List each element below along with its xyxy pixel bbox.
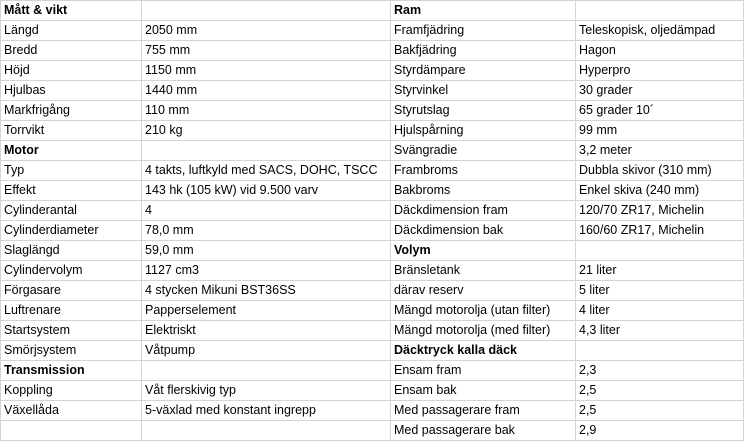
table-cell: Ensam fram bbox=[391, 361, 576, 381]
table-cell: Effekt bbox=[1, 181, 142, 201]
table-cell: Koppling bbox=[1, 381, 142, 401]
table-cell: Frambroms bbox=[391, 161, 576, 181]
table-cell bbox=[576, 241, 744, 261]
table-cell: Våt flerskivig typ bbox=[142, 381, 391, 401]
table-cell: Hjulspårning bbox=[391, 121, 576, 141]
table-cell: 99 mm bbox=[576, 121, 744, 141]
table-cell: Cylinderdiameter bbox=[1, 221, 142, 241]
table-cell: 120/70 ZR17, Michelin bbox=[576, 201, 744, 221]
table-cell: Svängradie bbox=[391, 141, 576, 161]
table-cell bbox=[1, 421, 142, 441]
table-row bbox=[1, 121, 744, 141]
table-cell bbox=[576, 341, 744, 361]
table-row bbox=[1, 1, 744, 21]
table-row bbox=[1, 341, 744, 361]
table-row bbox=[1, 61, 744, 81]
table-cell bbox=[142, 421, 391, 441]
table-cell: 21 liter bbox=[576, 261, 744, 281]
table-cell: Växellåda bbox=[1, 401, 142, 421]
table-cell: Hagon bbox=[576, 41, 744, 61]
table-cell: Med passagerare fram bbox=[391, 401, 576, 421]
table-cell: 4 liter bbox=[576, 301, 744, 321]
table-cell: Mängd motorolja (med filter) bbox=[391, 321, 576, 341]
table-row bbox=[1, 161, 744, 181]
section-heading: Ram bbox=[391, 1, 576, 21]
table-row bbox=[1, 201, 744, 221]
table-cell: Däckdimension bak bbox=[391, 221, 576, 241]
section-heading: Motor bbox=[1, 141, 142, 161]
table-cell: 2,5 bbox=[576, 381, 744, 401]
table-cell bbox=[142, 1, 391, 21]
table-cell: 65 grader 10´ bbox=[576, 101, 744, 121]
table-row bbox=[1, 401, 744, 421]
table-row bbox=[1, 301, 744, 321]
table-cell: Hyperpro bbox=[576, 61, 744, 81]
table-row bbox=[1, 221, 744, 241]
table-cell: Däckdimension fram bbox=[391, 201, 576, 221]
table-cell: 78,0 mm bbox=[142, 221, 391, 241]
table-row bbox=[1, 81, 744, 101]
table-cell: Höjd bbox=[1, 61, 142, 81]
table-cell: 4 bbox=[142, 201, 391, 221]
table-row bbox=[1, 281, 744, 301]
table-cell: Cylinderantal bbox=[1, 201, 142, 221]
table-cell: Enkel skiva (240 mm) bbox=[576, 181, 744, 201]
section-heading: Mått & vikt bbox=[1, 1, 142, 21]
table-cell: 2,9 bbox=[576, 421, 744, 441]
table-cell: Cylindervolym bbox=[1, 261, 142, 281]
table-cell: 4 stycken Mikuni BST36SS bbox=[142, 281, 391, 301]
table-row bbox=[1, 21, 744, 41]
table-cell: 1150 mm bbox=[142, 61, 391, 81]
table-cell: Typ bbox=[1, 161, 142, 181]
table-row bbox=[1, 241, 744, 261]
table-cell: Hjulbas bbox=[1, 81, 142, 101]
table-row bbox=[1, 321, 744, 341]
table-cell: Dubbla skivor (310 mm) bbox=[576, 161, 744, 181]
table-cell: Förgasare bbox=[1, 281, 142, 301]
table-cell: Styrutslag bbox=[391, 101, 576, 121]
table-cell: Elektriskt bbox=[142, 321, 391, 341]
spec-table-body bbox=[1, 1, 744, 441]
table-cell: Slaglängd bbox=[1, 241, 142, 261]
section-heading: Volym bbox=[391, 241, 576, 261]
table-cell: Torrvikt bbox=[1, 121, 142, 141]
table-cell: 30 grader bbox=[576, 81, 744, 101]
table-cell: därav reserv bbox=[391, 281, 576, 301]
table-cell: 2,3 bbox=[576, 361, 744, 381]
table-cell bbox=[142, 361, 391, 381]
table-cell: 2,5 bbox=[576, 401, 744, 421]
table-cell: 5 liter bbox=[576, 281, 744, 301]
table-cell: Bakbroms bbox=[391, 181, 576, 201]
table-cell: Längd bbox=[1, 21, 142, 41]
table-cell: Med passagerare bak bbox=[391, 421, 576, 441]
table-cell: Framfjädring bbox=[391, 21, 576, 41]
table-cell: Styrvinkel bbox=[391, 81, 576, 101]
table-cell: Bränsletank bbox=[391, 261, 576, 281]
table-row bbox=[1, 181, 744, 201]
section-heading: Transmission bbox=[1, 361, 142, 381]
table-cell: 1440 mm bbox=[142, 81, 391, 101]
table-cell: Smörjsystem bbox=[1, 341, 142, 361]
table-cell: Teleskopisk, oljedämpad bbox=[576, 21, 744, 41]
table-cell: 5-växlad med konstant ingrepp bbox=[142, 401, 391, 421]
table-row bbox=[1, 381, 744, 401]
table-cell: Ensam bak bbox=[391, 381, 576, 401]
table-cell: 2050 mm bbox=[142, 21, 391, 41]
table-cell: 4,3 liter bbox=[576, 321, 744, 341]
table-cell bbox=[576, 1, 744, 21]
table-cell: 1127 cm3 bbox=[142, 261, 391, 281]
table-cell: Bakfjädring bbox=[391, 41, 576, 61]
table-row bbox=[1, 141, 744, 161]
table-cell: 755 mm bbox=[142, 41, 391, 61]
table-row bbox=[1, 101, 744, 121]
table-cell: Mängd motorolja (utan filter) bbox=[391, 301, 576, 321]
table-cell: Papperselement bbox=[142, 301, 391, 321]
table-row bbox=[1, 421, 744, 441]
table-cell bbox=[142, 141, 391, 161]
section-heading: Däcktryck kalla däck bbox=[391, 341, 576, 361]
table-cell: Styrdämpare bbox=[391, 61, 576, 81]
table-row bbox=[1, 41, 744, 61]
table-cell: 4 takts, luftkyld med SACS, DOHC, TSCC bbox=[142, 161, 391, 181]
table-cell: 143 hk (105 kW) vid 9.500 varv bbox=[142, 181, 391, 201]
table-cell: Markfrigång bbox=[1, 101, 142, 121]
table-cell: Våtpump bbox=[142, 341, 391, 361]
table-cell: 110 mm bbox=[142, 101, 391, 121]
table-cell: 210 kg bbox=[142, 121, 391, 141]
table-cell: Luftrenare bbox=[1, 301, 142, 321]
table-cell: 160/60 ZR17, Michelin bbox=[576, 221, 744, 241]
table-row bbox=[1, 361, 744, 381]
table-cell: 3,2 meter bbox=[576, 141, 744, 161]
table-row bbox=[1, 261, 744, 281]
table-cell: 59,0 mm bbox=[142, 241, 391, 261]
table-cell: Bredd bbox=[1, 41, 142, 61]
table-cell: Startsystem bbox=[1, 321, 142, 341]
